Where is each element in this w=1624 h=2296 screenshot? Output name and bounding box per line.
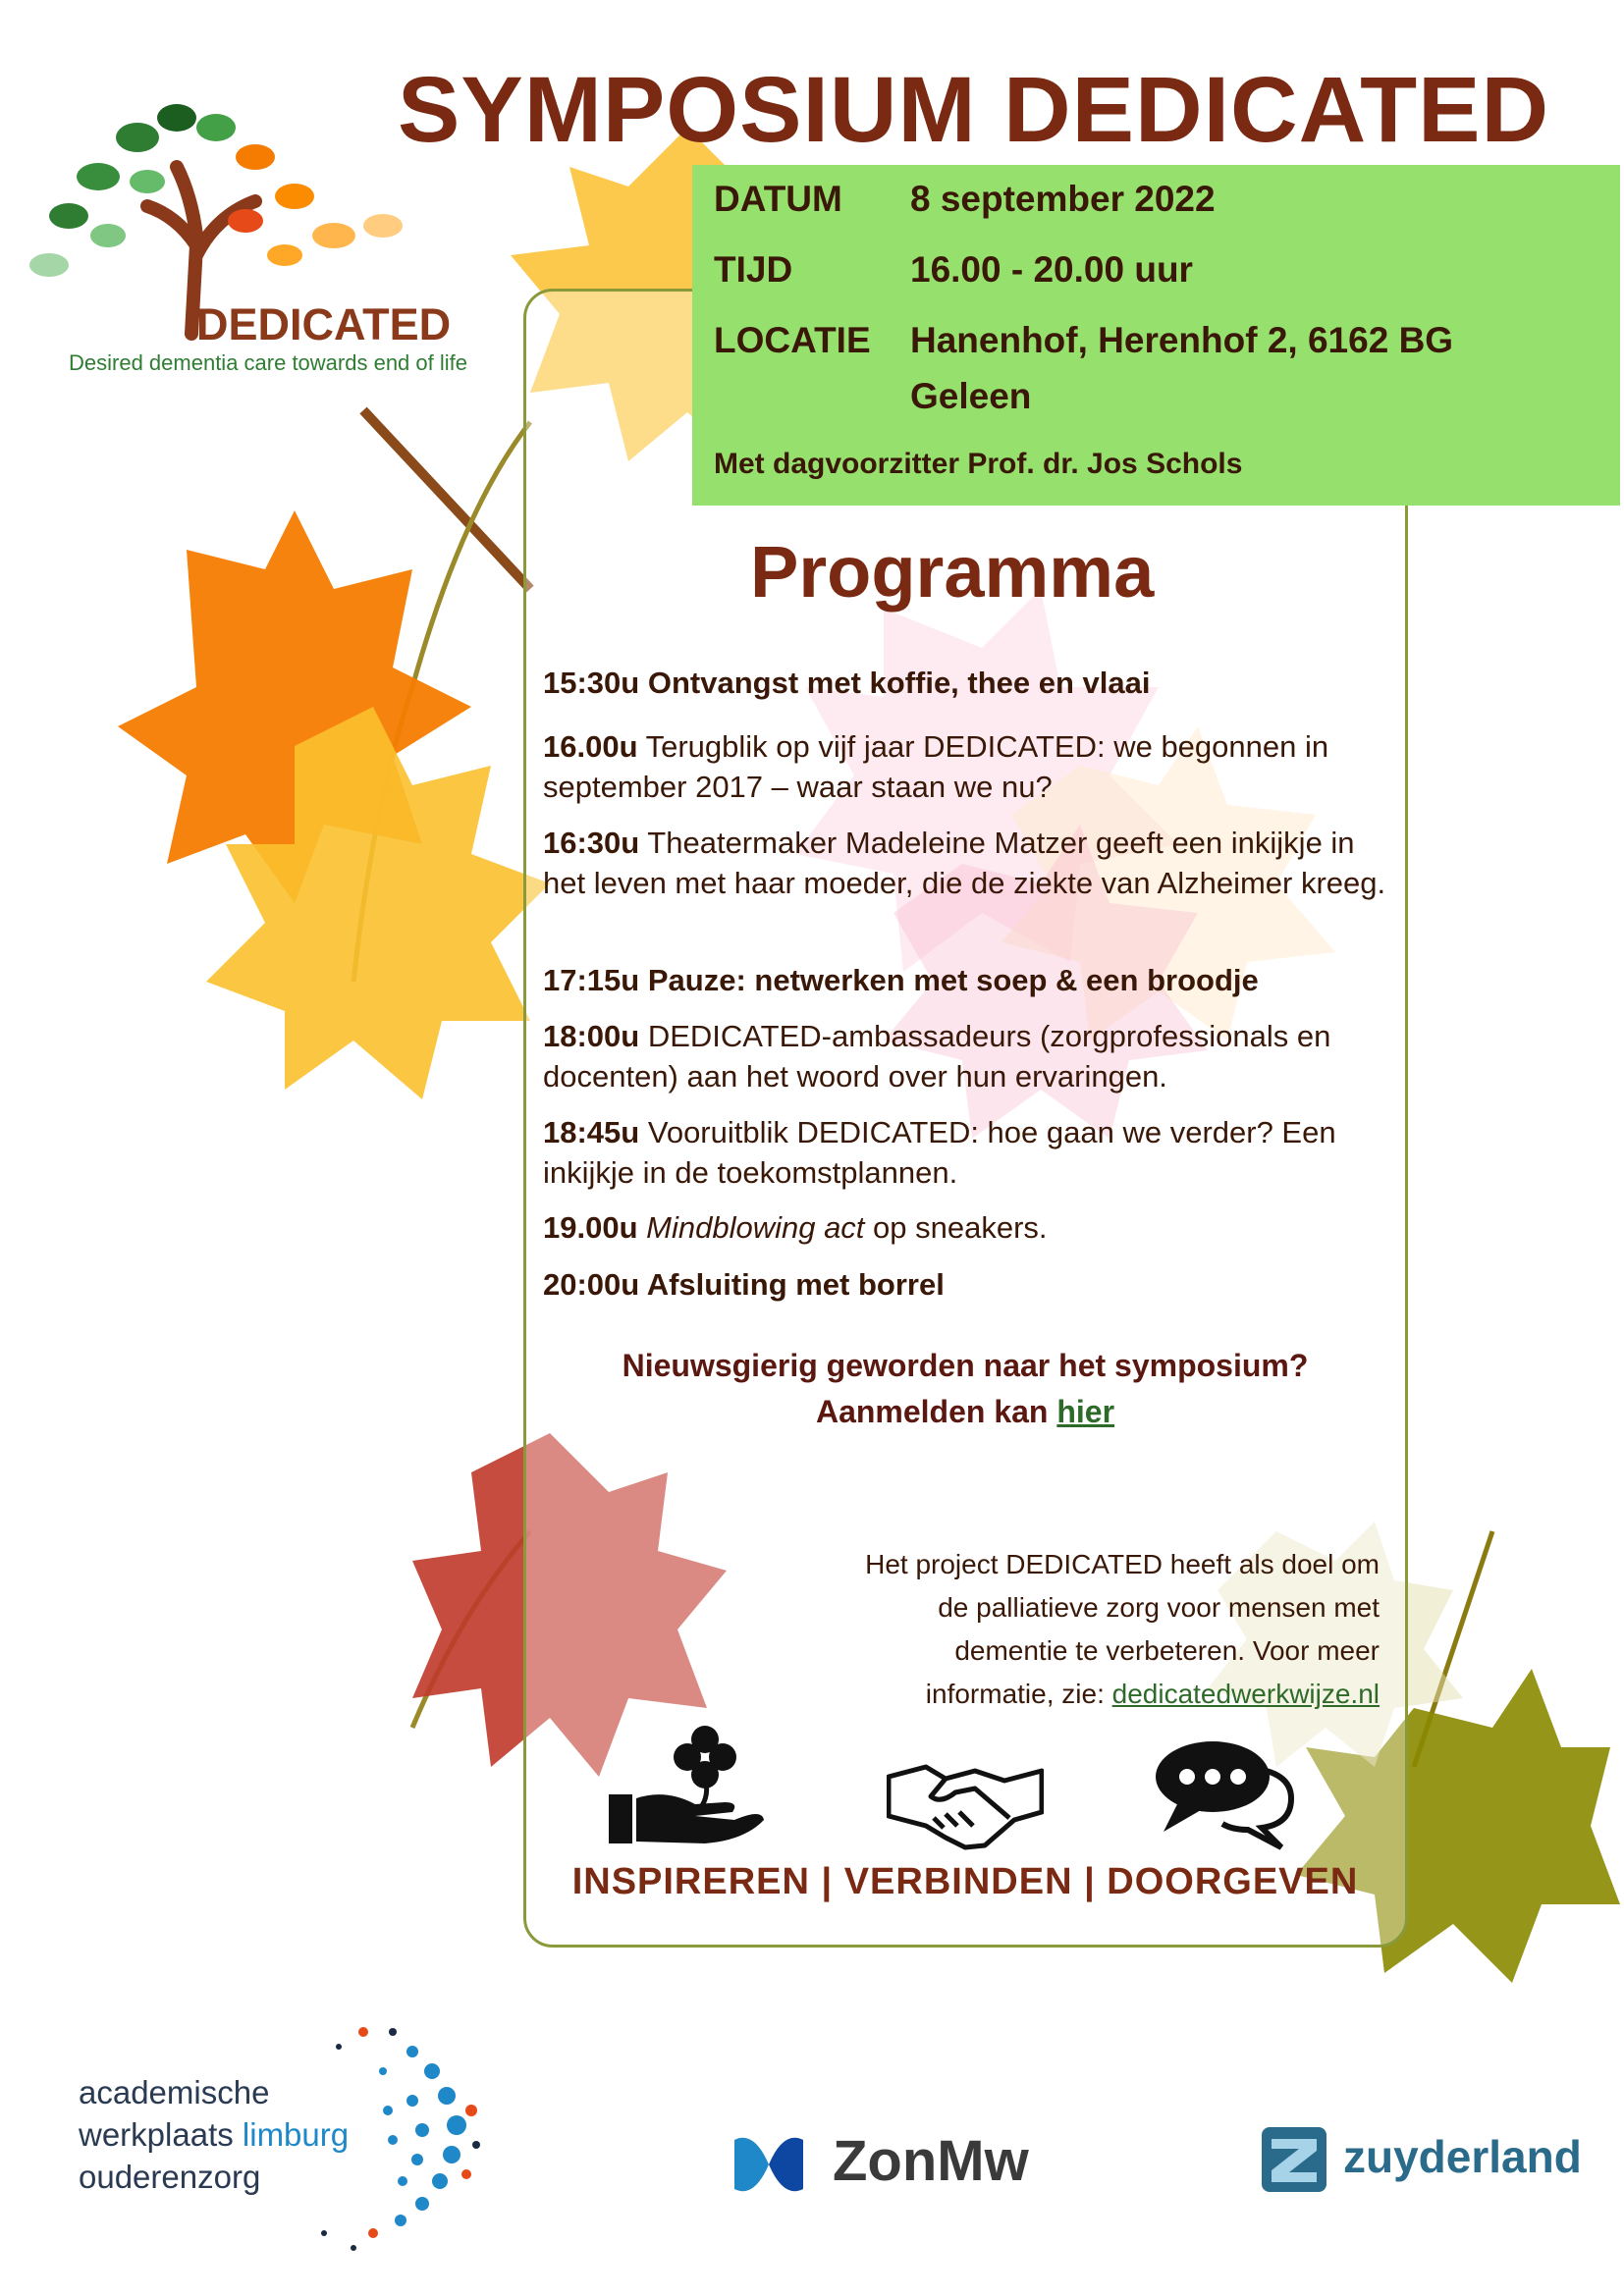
program-item-time: 16:30u bbox=[543, 826, 640, 860]
date-label: DATUM bbox=[714, 179, 842, 219]
program-item bbox=[543, 663, 1387, 703]
program-item-text: Pauze: netwerken met soep & een broodje bbox=[647, 963, 1259, 997]
event-info-box bbox=[692, 165, 1620, 506]
website-link[interactable]: dedicatedwerkwijze.nl bbox=[1111, 1679, 1380, 1709]
programma-heading: Programma bbox=[750, 531, 1155, 613]
program-item-time: 18:45u bbox=[543, 1115, 640, 1149]
program-item-time: 20:00u bbox=[543, 1267, 640, 1302]
program-item bbox=[543, 1264, 1387, 1305]
time-value: 16.00 - 20.00 uur bbox=[910, 249, 1193, 290]
awl-line3: ouderenzorg bbox=[79, 2159, 261, 2195]
program-item bbox=[543, 1016, 1387, 1096]
program-item bbox=[543, 726, 1387, 807]
about-line3: dementie te verbeteren. Voor meer bbox=[954, 1635, 1380, 1666]
zuyderland-logo-icon bbox=[1260, 2125, 1328, 2194]
handshake-icon bbox=[887, 1757, 1044, 1850]
zuyderland-logo-text: zuyderland bbox=[1343, 2131, 1582, 2182]
awl-dots-icon bbox=[265, 2012, 491, 2258]
cta-prefix: Aanmelden kan bbox=[815, 1394, 1057, 1429]
register-link[interactable]: hier bbox=[1056, 1394, 1115, 1429]
location-label: LOCATIE bbox=[714, 320, 871, 360]
speech-bubbles-icon bbox=[1154, 1737, 1301, 1850]
program-item-time: 18:00u bbox=[543, 1019, 640, 1053]
chair-text: Met dagvoorzitter Prof. dr. Jos Schols bbox=[714, 448, 1243, 480]
zonmw-logo-icon bbox=[725, 2120, 813, 2209]
page-title: SYMPOSIUM DEDICATED bbox=[398, 58, 1550, 162]
about-line1: Het project DEDICATED heeft als doel om bbox=[865, 1549, 1380, 1579]
time-label: TIJD bbox=[714, 249, 793, 290]
about-line2: de palliatieve zorg voor mensen met bbox=[938, 1592, 1380, 1623]
program-item-time: 15:30u bbox=[543, 666, 640, 700]
hand-clover-icon bbox=[607, 1718, 764, 1850]
location-value-line1: Hanenhof, Herenhof 2, 6162 BG bbox=[910, 320, 1454, 360]
program-item bbox=[543, 1112, 1387, 1193]
program-item bbox=[543, 823, 1387, 903]
program-item-text: Ontvangst met koffie, thee en vlaai bbox=[647, 666, 1151, 700]
logo-name: DEDICATED bbox=[196, 299, 452, 349]
program-item-time: 16.00u bbox=[543, 729, 638, 764]
program-item-text: Terugblik op vijf jaar DEDICATED: we begonnen in september 2017 – waar staan we nu? bbox=[543, 729, 1329, 804]
awl-line1: academische bbox=[79, 2074, 270, 2110]
program-item bbox=[543, 1207, 1387, 1248]
program-item-text: Vooruitblik DEDICATED: hoe gaan we verder? Een inkijkje in de toekomstplannen. bbox=[543, 1115, 1336, 1190]
cta-line1: Nieuwsgierig geworden naar het symposium? bbox=[622, 1348, 1309, 1383]
awl-line2b: limburg bbox=[242, 2116, 350, 2153]
cta-line2 bbox=[543, 1389, 1387, 1435]
zonmw-logo-text: ZonMw bbox=[833, 2129, 1029, 2193]
program-item-text: op sneakers. bbox=[864, 1210, 1048, 1245]
logo-tagline: Desired dementia care towards end of life bbox=[69, 350, 467, 375]
program-item-text: DEDICATED-ambassadeurs (zorgprofessionals en docenten) aan het woord over hun ervaringen. bbox=[543, 1019, 1331, 1094]
about-prefix: informatie, zie: bbox=[925, 1679, 1112, 1709]
location-value-line2: Geleen bbox=[910, 376, 1032, 416]
program-item-text: Theatermaker Madeleine Matzer geeft een inkijkje in het leven met haar moeder, die de ziekte van Alzheimer kreeg. bbox=[543, 826, 1386, 900]
slogan: INSPIREREN | VERBINDEN | DOORGEVEN bbox=[571, 1861, 1359, 1902]
program-item-time: 19.00u bbox=[543, 1210, 638, 1245]
program-item-italic: Mindblowing act bbox=[646, 1210, 865, 1245]
about-line4 bbox=[766, 1673, 1380, 1716]
program-item-time: 17:15u bbox=[543, 963, 640, 997]
awl-line2a: werkplaats bbox=[79, 2116, 243, 2153]
date-value: 8 september 2022 bbox=[910, 179, 1216, 219]
program-item-text: Afsluiting met borrel bbox=[646, 1267, 945, 1302]
program-item bbox=[543, 960, 1387, 1000]
